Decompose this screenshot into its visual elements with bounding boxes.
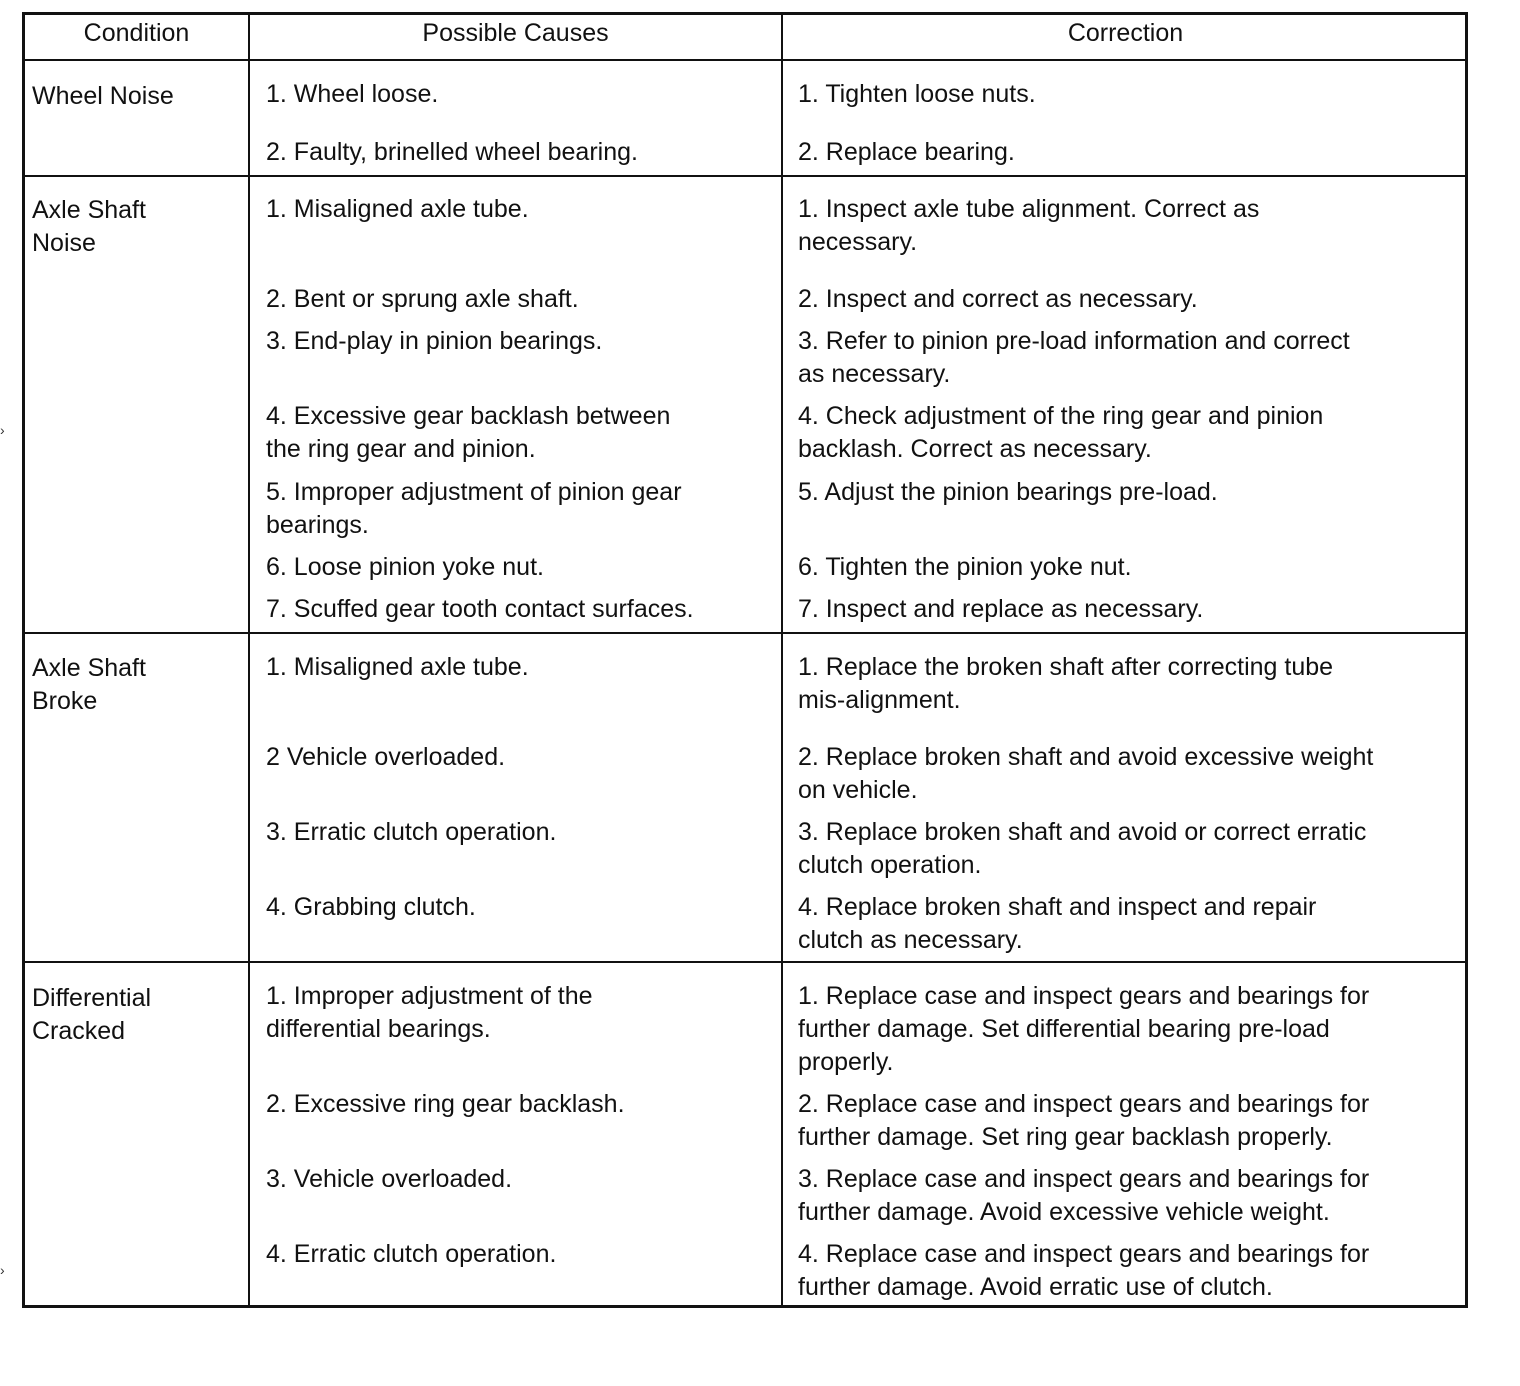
condition-cell-line: Cracked (32, 1017, 126, 1045)
correction-cell (798, 1163, 1369, 1229)
cause-cell (266, 400, 670, 466)
header-possible-causes: Possible Causes (422, 19, 609, 47)
cause-cell (266, 1163, 512, 1196)
condition-cell (32, 652, 146, 718)
correction-cell (798, 651, 1333, 717)
cause-cell (266, 1088, 625, 1121)
column-divider (248, 15, 250, 1305)
column-divider (781, 15, 783, 1305)
correction-cell (798, 78, 1036, 111)
correction-cell (798, 1238, 1369, 1304)
cause-cell (266, 136, 638, 169)
cause-cell-line: 5. Improper adjustment of pinion gear (266, 478, 682, 506)
correction-cell-line: 2. Replace bearing. (798, 138, 1015, 166)
condition-cell (32, 80, 174, 113)
correction-cell-line: 1. Inspect axle tube alignment. Correct as (798, 195, 1260, 223)
condition-cell (32, 194, 146, 260)
cause-cell (266, 193, 529, 226)
correction-cell (798, 400, 1323, 466)
cause-cell (266, 651, 529, 684)
correction-cell-line: properly. (798, 1048, 894, 1076)
correction-cell (798, 1088, 1369, 1154)
correction-cell-line: 4. Replace case and inspect gears and bearings for (798, 1240, 1370, 1268)
correction-cell-line: further damage. Set ring gear backlash properly. (798, 1123, 1333, 1151)
cause-cell-line: 1. Wheel loose. (266, 80, 439, 108)
row-divider (25, 632, 1465, 634)
margin-mark: › (0, 1262, 5, 1278)
correction-cell (798, 816, 1366, 882)
correction-cell-line: further damage. Avoid erratic use of clutch. (798, 1273, 1273, 1301)
cause-cell-line: 1. Misaligned axle tube. (266, 195, 529, 223)
correction-cell-line: 3. Replace broken shaft and avoid or correct erratic (798, 818, 1367, 846)
condition-cell-line: Broke (32, 687, 98, 715)
row-divider (25, 175, 1465, 177)
cause-cell-line: 2. Bent or sprung axle shaft. (266, 285, 579, 313)
correction-cell (798, 551, 1132, 584)
correction-cell (798, 891, 1316, 957)
correction-cell (798, 325, 1350, 391)
correction-cell-line: 4. Check adjustment of the ring gear and pinion (798, 402, 1324, 430)
cause-cell (266, 1238, 556, 1271)
header-correction: Correction (1067, 19, 1184, 47)
correction-cell (798, 193, 1259, 259)
correction-cell-line: necessary. (798, 228, 918, 256)
cause-cell-line: 7. Scuffed gear tooth contact surfaces. (266, 595, 694, 623)
correction-cell-line: further damage. Avoid excessive vehicle weight. (798, 1198, 1330, 1226)
header-divider (25, 59, 1465, 61)
cause-cell (266, 593, 694, 626)
cause-cell (266, 78, 438, 111)
cause-cell (266, 816, 556, 849)
correction-cell-line: clutch operation. (798, 851, 982, 879)
cause-cell (266, 980, 593, 1046)
cause-cell-line: the ring gear and pinion. (266, 435, 536, 463)
cause-cell (266, 891, 476, 924)
condition-cell (32, 982, 151, 1048)
margin-mark: › (0, 422, 5, 438)
cause-cell-line: 3. Erratic clutch operation. (266, 818, 557, 846)
cause-cell (266, 551, 544, 584)
cause-cell-line: 6. Loose pinion yoke nut. (266, 553, 544, 581)
correction-cell (798, 593, 1203, 626)
cause-cell-line: 2. Faulty, brinelled wheel bearing. (266, 138, 638, 166)
correction-cell-line: 1. Tighten loose nuts. (798, 80, 1036, 108)
cause-cell-line: 4. Excessive gear backlash between (266, 402, 671, 430)
condition-cell-line: Axle Shaft (32, 654, 146, 682)
correction-cell-line: 2. Inspect and correct as necessary. (798, 285, 1198, 313)
correction-cell-line: 1. Replace the broken shaft after correcting tube (798, 653, 1334, 681)
cause-cell-line: 1. Improper adjustment of the (266, 982, 593, 1010)
cause-cell (266, 325, 602, 358)
cause-cell (266, 741, 505, 774)
correction-cell-line: 3. Refer to pinion pre-load information and correct (798, 327, 1350, 355)
correction-cell-line: 4. Replace broken shaft and inspect and repair (798, 893, 1317, 921)
condition-cell-line: Wheel Noise (32, 82, 174, 110)
condition-cell-line: Differential (32, 984, 152, 1012)
correction-cell-line: on vehicle. (798, 776, 918, 804)
cause-cell (266, 476, 682, 542)
header-condition: Condition (83, 19, 190, 47)
correction-cell-line: 6. Tighten the pinion yoke nut. (798, 553, 1132, 581)
cause-cell-line: 1. Misaligned axle tube. (266, 653, 529, 681)
cause-cell-line: 3. End-play in pinion bearings. (266, 327, 603, 355)
correction-cell-line: as necessary. (798, 360, 951, 388)
correction-cell-line: mis-alignment. (798, 686, 961, 714)
correction-cell-line: 2. Replace broken shaft and avoid excessive weight (798, 743, 1374, 771)
correction-cell (798, 283, 1198, 316)
correction-cell-line: 2. Replace case and inspect gears and bearings for (798, 1090, 1370, 1118)
cause-cell-line: differential bearings. (266, 1015, 491, 1043)
cause-cell-line: 4. Grabbing clutch. (266, 893, 476, 921)
correction-cell-line: clutch as necessary. (798, 926, 1023, 954)
correction-cell-line: 7. Inspect and replace as necessary. (798, 595, 1204, 623)
correction-cell (798, 136, 1015, 169)
cause-cell-line: 2. Excessive ring gear backlash. (266, 1090, 625, 1118)
correction-cell-line: further damage. Set differential bearing pre-load (798, 1015, 1330, 1043)
correction-cell-line: 3. Replace case and inspect gears and bearings for (798, 1165, 1370, 1193)
correction-cell-line: 1. Replace case and inspect gears and bearings for (798, 982, 1370, 1010)
correction-cell-line: 5. Adjust the pinion bearings pre-load. (798, 478, 1218, 506)
correction-cell (798, 980, 1369, 1079)
cause-cell-line: 4. Erratic clutch operation. (266, 1240, 557, 1268)
correction-cell-line: backlash. Correct as necessary. (798, 435, 1152, 463)
correction-cell (798, 476, 1218, 509)
cause-cell-line: bearings. (266, 511, 369, 539)
condition-cell-line: Axle Shaft (32, 196, 146, 224)
correction-cell (798, 741, 1373, 807)
row-divider (25, 961, 1465, 963)
cause-cell (266, 283, 579, 316)
condition-cell-line: Noise (32, 229, 96, 257)
cause-cell-line: 3. Vehicle overloaded. (266, 1165, 513, 1193)
cause-cell-line: 2 Vehicle overloaded. (266, 743, 506, 771)
